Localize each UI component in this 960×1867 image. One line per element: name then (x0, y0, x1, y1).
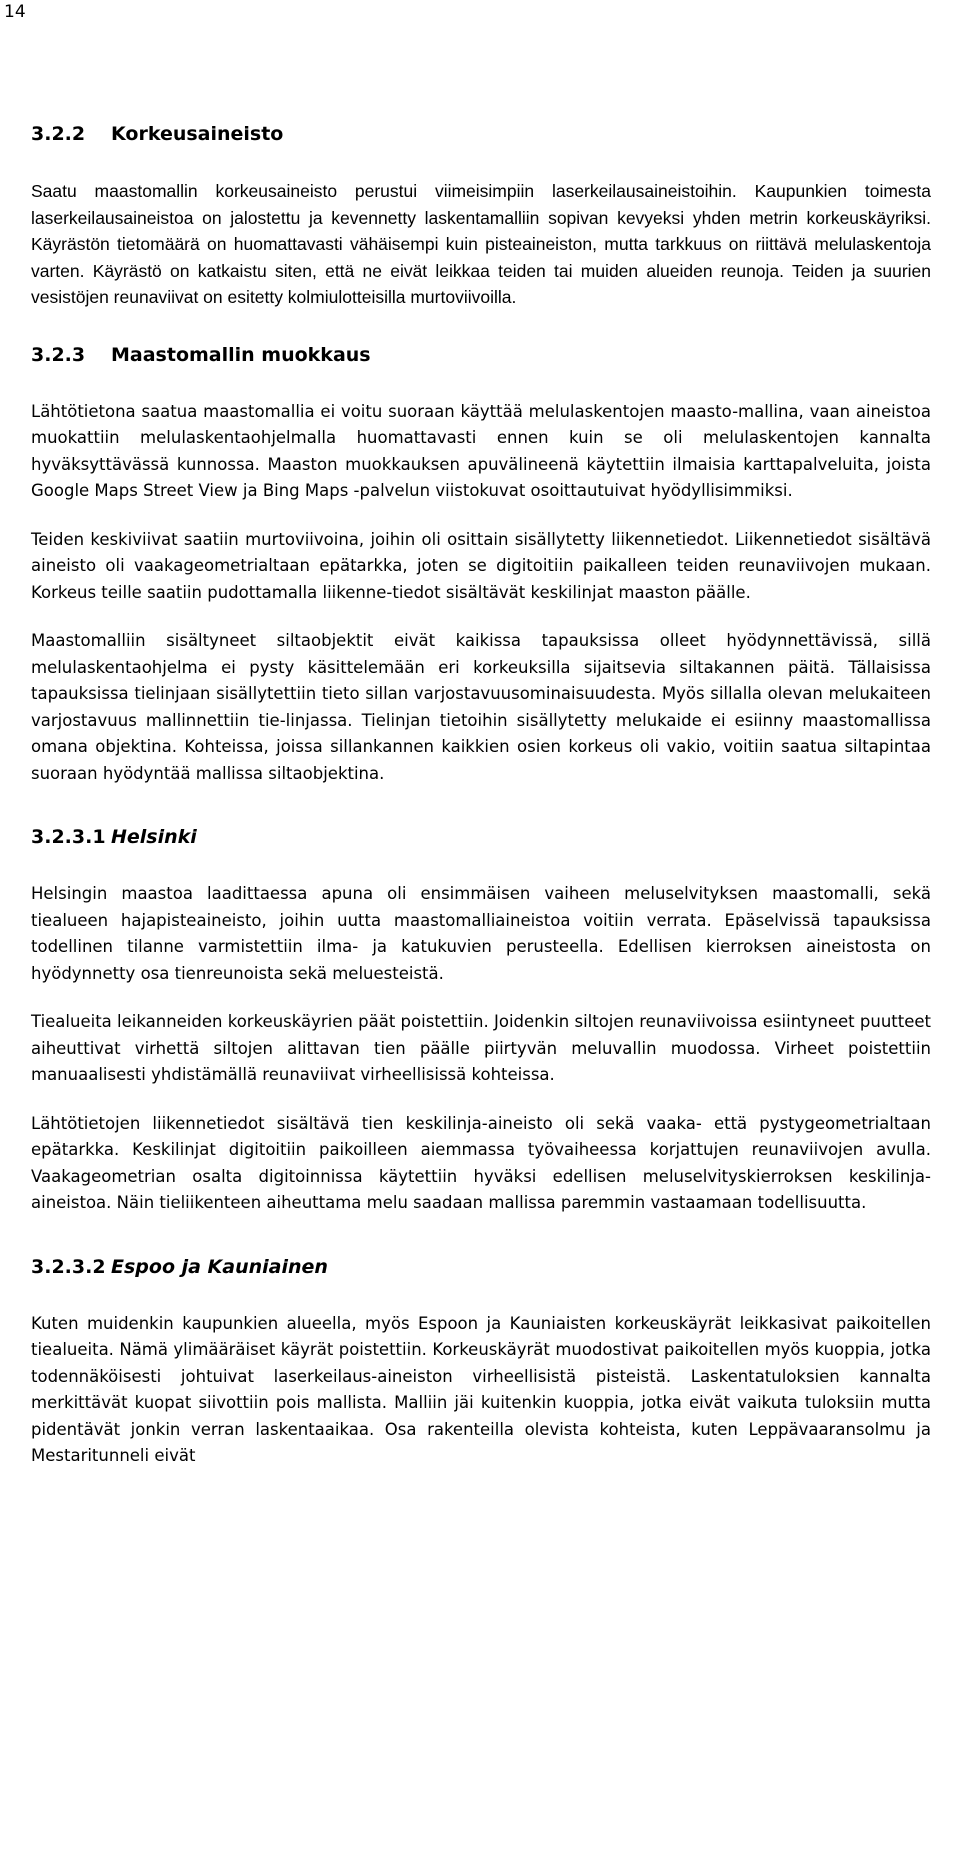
document-body (31, 118, 931, 1470)
paragraph: Lähtötietojen liikennetiedot sisältävä tien keskilinja-aineisto oli sekä vaaka- että pystygeometrialtaan epätarkka. Keskilinjat digitoitiin paikoilleen aiemmassa työvaiheessa korjattujen reunaviivojen avulla. Vaakageometrian osalta digitoinnissa käytettiin hyväksi edellisen meluselvityskierroksen keskilinja-aineistoa. Näin tieliikenteen aiheuttama melu saadaan mallissa paremmin vastaamaan todellisuutta. (31, 1113, 931, 1212)
page-number: 14 (4, 2, 26, 22)
section-title: Helsinki (111, 826, 197, 848)
section-title: Espoo ja Kauniainen (111, 1255, 328, 1278)
section-title: Korkeusaineisto (111, 123, 284, 145)
paragraph: Teiden keskiviivat saatiin murtoviivoina, joihin oli osittain sisällytetty liikennetiedot. Liikennetiedot sisältävä aineisto oli vaakageometrialtaan epätarkka, joten se digitoitiin paikalleen teiden reunaviivojen mukaan. Korkeus teille saatiin pudottamalla liikenne-tiedot sisältävät keskilinjat maaston päälle. (31, 529, 931, 602)
paragraph: Lähtötietona saatua maastomallia ei voitu suoraan käyttää melulaskentojen maasto-mallina, vaan aineistoa muokattiin melulaskentaohjelmalla huomattavasti ennen kuin se oli melulaskentojen kannalta hyväksyttävässä kunnossa. Maaston muokkauksen apuvälineenä käytettiin ilmaisia karttapalveluita, joista Google Maps Street View ja Bing Maps -palvelun viistokuvat osoittautuivat hyödyllisimmiksi. (31, 401, 931, 500)
section-heading-maastomallin-muokkaus (31, 339, 931, 371)
section-number: 3.2.3 (31, 343, 86, 366)
section-heading-helsinki (31, 821, 931, 853)
section-number: 3.2.3.2 (31, 1255, 106, 1278)
paragraph: Helsingin maastoa laadittaessa apuna oli ensimmäisen vaiheen meluselvityksen maastomalli, sekä tiealueen hajapisteaineisto, joihin uutta maastomalliaineistoa voitiin verrata. Epäselvissä tapauksissa todellinen tilanne varmistettiin ilma- ja katukuvien perusteella. Edellisen kierroksen aineistosta on hyödynnetty osa tienreunoista sekä meluesteistä. (31, 884, 931, 983)
section-heading-korkeusaineisto (31, 118, 931, 150)
section-number: 3.2.2 (31, 123, 86, 145)
paragraph: Tiealueita leikanneiden korkeuskäyrien päät poistettiin. Joidenkin siltojen reunaviivoissa esiintyneet puutteet aiheuttivat virhettä siltojen alittavan tien päälle piirtyvän meluvallin muodossa. Virheet poistettiin manuaalisesti yhdistämällä reunaviivat virheellisissä kohteissa. (31, 1012, 931, 1084)
section-heading-espoo-ja-kauniainen (31, 1251, 931, 1283)
paragraph: Maastomalliin sisältyneet siltaobjektit eivät kaikissa tapauksissa olleet hyödynnettävissä, sillä melulaskentaohjelma ei pysty käsittelemään eri korkeuksilla sijaitsevia siltakannen päitä. Tällaisissa tapauksissa tielinjaan sisällytettiin tieto sillan varjostavuusominaisuudesta. Myös sillalla olevan melukaiteen varjostavuus mallinnettiin tie-linjassa. Tielinjan tietoihin sisällytetty melukaide ei esiinny maastomallissa omana objektina. Kohteissa, joissa sillankannen kaikkien osien korkeus oli vakio, voitiin saatua siltapintaa suoraan hyödyntää mallissa siltaobjektina. (31, 631, 931, 783)
paragraph: Saatu maastomallin korkeusaineisto perustui viimeisimpiin laserkeilausaineistoihin. Kaupunkien toimesta laserkeilausaineistoa on jalostettu ja kevennetty laskentamalliin sopivan kevyeksi yhden metrin korkeuskäyriksi. Käyrästön tietomäärä on huomattavasti vähäisempi kuin pisteaineiston, mutta tarkkuus on riittävä melulaskentoja varten. Käyrästö on katkaistu siten, että ne eivät leikkaa teiden tai muiden alueiden reunoja. Teiden ja suurien vesistöjen reunaviivat on esitetty kolmiulotteisilla murtoviivoilla. (31, 181, 931, 307)
paragraph: Kuten muidenkin kaupunkien alueella, myös Espoon ja Kauniaisten korkeuskäyrät leikkasivat paikoitellen tiealueita. Nämä ylimääräiset käyrät poistettiin. Korkeuskäyrät muodostivat paikoitellen myös kuoppia, jotka todennäköisesti johtuivat laserkeilaus-aineiston virheellisistä pisteistä. Laskentatuloksien kannalta merkittävät kuopat siivottiin pois mallista. Malliin jäi kuitenkin kuoppia, jotka eivät vaikuta tuloksiin mutta pidentävät jonkin verran laskentaaikaa. Osa rakenteilla olevista kohteista, kuten Leppävaaransolmu ja Mestaritunneli eivät (31, 1313, 931, 1465)
section-number: 3.2.3.1 (31, 826, 106, 848)
section-title: Maastomallin muokkaus (111, 343, 371, 366)
